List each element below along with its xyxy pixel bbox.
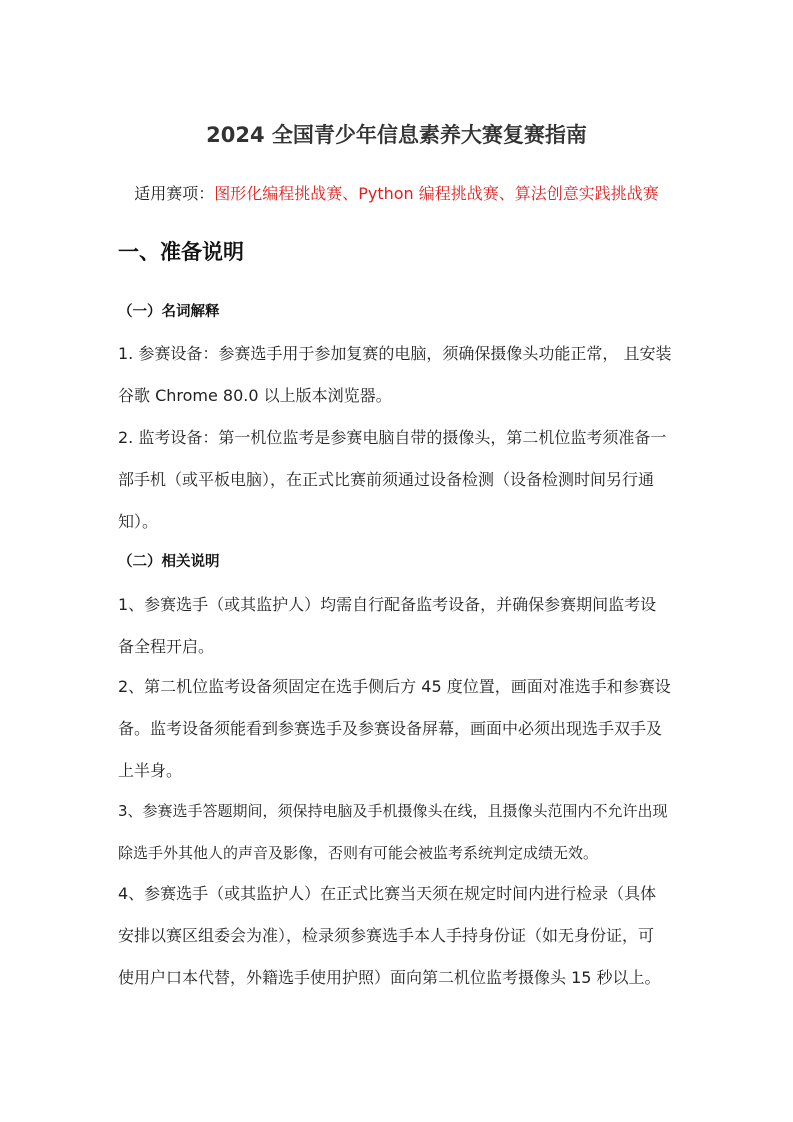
paragraph-line: 使用户口本代替，外籍选手使用护照）面向第二机位监考摄像头 15 秒以上。	[118, 968, 661, 987]
paragraph-line: 知）。	[118, 512, 159, 531]
term-item-participation-device	[118, 333, 678, 417]
paragraph-line: 安排以赛区组委会为准），检录须参赛选手本人手持身份证（如无身份证，可	[118, 926, 655, 945]
note-item-1	[118, 584, 678, 668]
paragraph-line: 4、参赛选手（或其监护人）在正式比赛当天须在规定时间内进行检录（具体	[118, 884, 657, 903]
term-item-proctoring-device	[118, 417, 678, 543]
paragraph-line: 上半身。	[118, 761, 183, 780]
note-item-2	[118, 666, 678, 792]
note-item-4	[118, 873, 678, 999]
paragraph-line: 部手机（或平板电脑），在正式比赛前须通过设备检测（设备检测时间另行通	[118, 470, 655, 489]
applicable-events-line	[0, 181, 793, 207]
paragraph-line: 1、参赛选手（或其监护人）均需自行配备监考设备，并确保参赛期间监考设	[118, 595, 657, 614]
paragraph-line: 备。监考设备须能看到参赛选手及参赛设备屏幕，画面中必须出现选手双手及	[118, 719, 663, 738]
paragraph-line: 除选手外其他人的声音及影像，否则有可能会被监考系统判定成绩无效。	[118, 844, 599, 862]
section-heading-preparation: 一、准备说明	[118, 240, 244, 264]
subsection-heading-notes: （二）相关说明	[118, 554, 220, 570]
subsection-heading-terms: （一）名词解释	[118, 304, 220, 320]
paragraph-line: 备全程开启。	[118, 637, 215, 656]
applicable-events-label: 适用赛项：	[134, 184, 215, 203]
paragraph-line: 3、参赛选手答题期间，须保持电脑及手机摄像头在线，且摄像头范围内不允许出现	[118, 802, 668, 820]
paragraph-line: 1. 参赛设备：参赛选手用于参加复赛的电脑，须确保摄像头功能正常， 且安装	[118, 344, 672, 363]
paragraph-line: 谷歌 Chrome 80.0 以上版本浏览器。	[118, 386, 392, 405]
applicable-events-list: 图形化编程挑战赛、Python 编程挑战赛、算法创意实践挑战赛	[214, 184, 659, 203]
note-item-3	[118, 790, 678, 874]
document-title: 2024 全国青少年信息素养大赛复赛指南	[206, 123, 587, 147]
paragraph-line: 2. 监考设备：第一机位监考是参赛电脑自带的摄像头，第二机位监考须准备一	[118, 428, 667, 447]
paragraph-line: 2、第二机位监考设备须固定在选手侧后方 45 度位置，画面对准选手和参赛设	[118, 677, 671, 696]
